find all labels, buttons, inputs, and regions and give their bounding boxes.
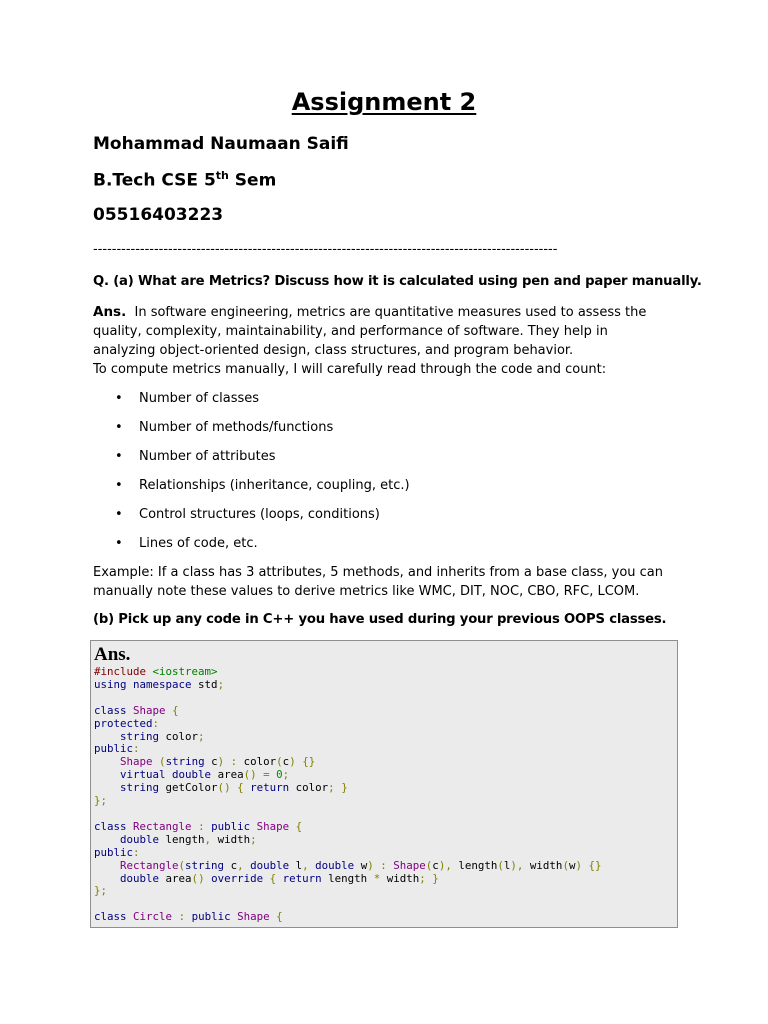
- code-line: Shape (string c) : color(c) {}: [120, 755, 316, 769]
- code-listing: [94, 666, 602, 924]
- question-a: Q. (a) What are Metrics? Discuss how it is calculated using pen and paper manually.: [93, 274, 702, 289]
- code-line: };: [94, 884, 108, 898]
- student-course: [93, 169, 276, 191]
- answer-a-paragraph: [93, 303, 673, 379]
- answer-a-label: Ans.: [93, 304, 127, 320]
- list-item: • Control structures (loops, conditions): [93, 505, 410, 534]
- code-line: string getColor() { return color; }: [120, 781, 348, 795]
- code-line: };: [94, 794, 108, 808]
- list-item: • Lines of code, etc.: [93, 534, 410, 563]
- list-item: • Number of attributes: [93, 447, 410, 476]
- code-line: public:: [94, 845, 140, 859]
- code-line: using namespace std;: [94, 677, 225, 691]
- separator-line: ---------------------------------------------------------------------------------------------------: [93, 242, 558, 257]
- code-block: [90, 640, 678, 928]
- code-line: class Circle : public Shape {: [94, 910, 283, 924]
- student-name: Mohammad Naumaan Saifi: [93, 134, 349, 154]
- example-paragraph: Example: If a class has 3 attributes, 5 methods, and inherits from a base class, you can manually note these values to derive metrics like WMC, DIT, NOC, CBO, RFC, LCOM.: [93, 565, 664, 599]
- list-item: • Number of classes: [93, 389, 410, 418]
- code-line: protected:: [94, 716, 160, 730]
- answer-a-intro: To compute metrics manually, I will carefully read through the code and count:: [93, 362, 607, 377]
- course-suffix: Sem: [228, 170, 277, 191]
- student-roll-number: 05516403223: [93, 205, 224, 225]
- code-line: public:: [94, 742, 140, 756]
- code-line: double area() override { return length * width; }: [120, 871, 439, 885]
- answer-a-text: In software engineering, metrics are quantitative measures used to assess the quality, complexity, maintainability, and performance of software. They help in analyzing object-oriented design, class structures, and program behavior.: [93, 305, 647, 358]
- code-line: string color;: [120, 729, 205, 743]
- code-line: double length, width;: [120, 832, 257, 846]
- list-item: • Number of methods/functions: [93, 418, 410, 447]
- page-title: Assignment 2: [291, 88, 477, 116]
- metrics-list: [93, 389, 410, 563]
- code-line: class Rectangle : public Shape {: [94, 819, 303, 833]
- code-line: Rectangle(string c, double l, double w) : Shape(c), length(l), width(w) {}: [120, 858, 602, 872]
- question-b: (b) Pick up any code in C++ you have used during your previous OOPS classes.: [93, 612, 667, 627]
- code-line: #include <iostream>: [94, 665, 218, 678]
- course-superscript: th: [215, 169, 229, 182]
- code-line: virtual double area() = 0;: [120, 768, 290, 782]
- course-text: B.Tech CSE 5: [93, 170, 216, 191]
- code-answer-label: Ans.: [94, 644, 131, 665]
- list-item: • Relationships (inheritance, coupling, etc.): [93, 476, 410, 505]
- code-line: class Shape {: [94, 703, 179, 717]
